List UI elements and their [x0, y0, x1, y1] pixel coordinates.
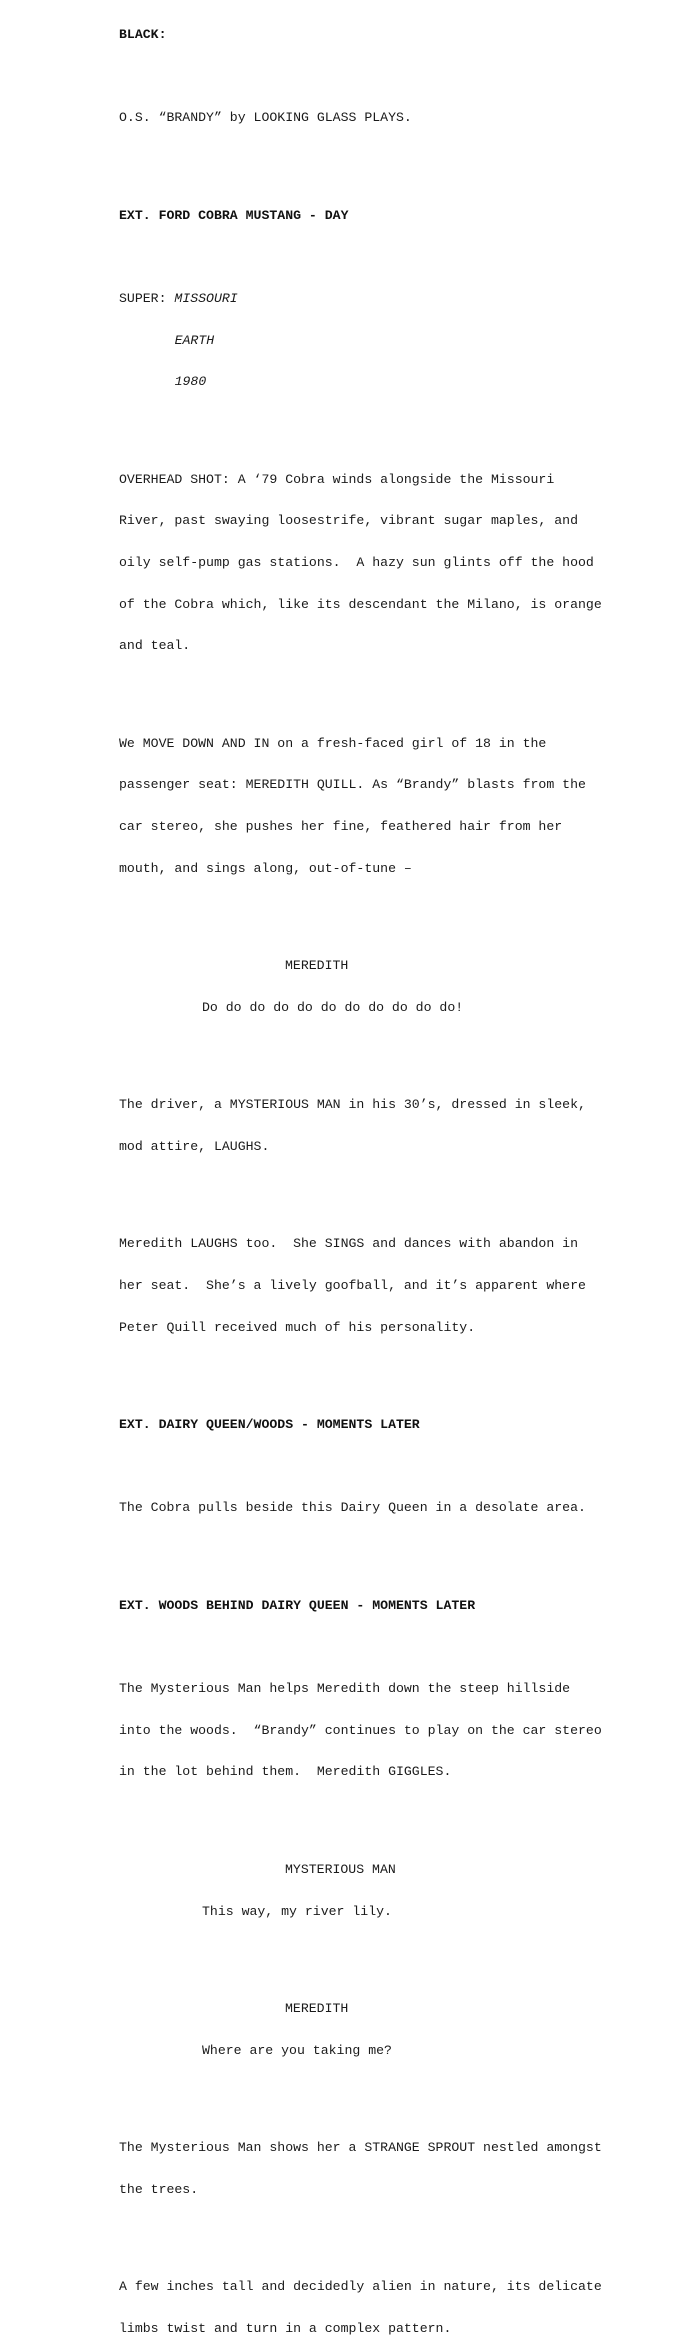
action-line: River, past swaying loosestrife, vibrant sugar maples, and [119, 513, 578, 529]
action-line: oily self-pump gas stations. A hazy sun glints off the hood [119, 555, 594, 571]
action-line: OVERHEAD SHOT: A ‘79 Cobra winds alongside the Missouri [119, 471, 555, 487]
screenplay-page [119, 0, 679, 2349]
blank-line [119, 1460, 679, 1474]
action-line: limbs twist and turn in a complex pattern. [119, 2320, 452, 2336]
blank-line [119, 1543, 679, 1557]
blank-line [119, 1043, 679, 1057]
action-line: The Mysterious Man helps Meredith down the steep hillside [119, 1681, 571, 1697]
dialogue-line: Where are you taking me? [202, 2042, 392, 2058]
action-line: The driver, a MYSTERIOUS MAN in his 30’s, dressed in sleek, [119, 1097, 586, 1113]
action-line: The Mysterious Man shows her a STRANGE SPROUT nestled amongst [119, 2139, 602, 2155]
blank-line [119, 681, 679, 695]
blank-line [119, 2085, 679, 2099]
action-line: A few inches tall and decidedly alien in nature, its delicate [119, 2278, 602, 2294]
blank-line [119, 1640, 679, 1654]
super-year: 1980 [174, 374, 207, 390]
super-line [119, 292, 679, 306]
blank-line [119, 1807, 679, 1821]
action-line: of the Cobra which, like its descendant the Milano, is orange [119, 596, 602, 612]
action-line: passenger seat: MEREDITH QUILL. As “Brandy” blasts from the [119, 777, 586, 793]
action-os-brandy: O.S. “BRANDY” by LOOKING GLASS PLAYS. [119, 110, 412, 126]
blank-line [119, 1946, 679, 1960]
character-name-mysterious-man: MYSTERIOUS MAN [285, 1861, 396, 1877]
transition-black: BLACK: [119, 26, 167, 42]
scene-heading-dairy-queen: EXT. DAIRY QUEEN/WOODS - MOMENTS LATER [119, 1416, 420, 1432]
super-label: SUPER: [119, 290, 175, 306]
action-line: into the woods. “Brandy” continues to play on the car stereo [119, 1722, 602, 1738]
dialogue-line: This way, my river lily. [202, 1903, 392, 1919]
blank-line [119, 1182, 679, 1196]
scene-heading-ford-cobra: EXT. FORD COBRA MUSTANG - DAY [119, 207, 349, 223]
dialogue-line: Do do do do do do do do do do do! [202, 999, 464, 1015]
action-line: her seat. She’s a lively goofball, and it’s apparent where [119, 1277, 586, 1293]
super-location: MISSOURI [174, 290, 238, 306]
blank-line [119, 417, 679, 431]
character-name-meredith: MEREDITH [285, 2000, 349, 2016]
blank-line [119, 250, 679, 264]
action-line: We MOVE DOWN AND IN on a fresh-faced girl of 18 in the [119, 735, 547, 751]
action-line: Meredith LAUGHS too. She SINGS and dances with abandon in [119, 1236, 578, 1252]
blank-line [119, 904, 679, 918]
action-line: mod attire, LAUGHS. [119, 1138, 270, 1154]
blank-line [119, 2224, 679, 2238]
character-name-meredith: MEREDITH [285, 958, 349, 974]
action-line: in the lot behind them. Meredith GIGGLES. [119, 1764, 452, 1780]
blank-line [119, 153, 679, 167]
action-line: and teal. [119, 638, 191, 654]
blank-line [119, 70, 679, 84]
action-line: car stereo, she pushes her fine, feathered hair from her [119, 819, 563, 835]
action-line: the trees. [119, 2181, 199, 2197]
action-line: mouth, and sings along, out-of-tune – [119, 860, 412, 876]
action-line: Peter Quill received much of his personality. [119, 1319, 476, 1335]
scene-heading-woods: EXT. WOODS BEHIND DAIRY QUEEN - MOMENTS LATER [119, 1597, 476, 1613]
blank-line [119, 1362, 679, 1376]
action-line: The Cobra pulls beside this Dairy Queen in a desolate area. [119, 1500, 586, 1516]
super-planet: EARTH [174, 332, 215, 348]
